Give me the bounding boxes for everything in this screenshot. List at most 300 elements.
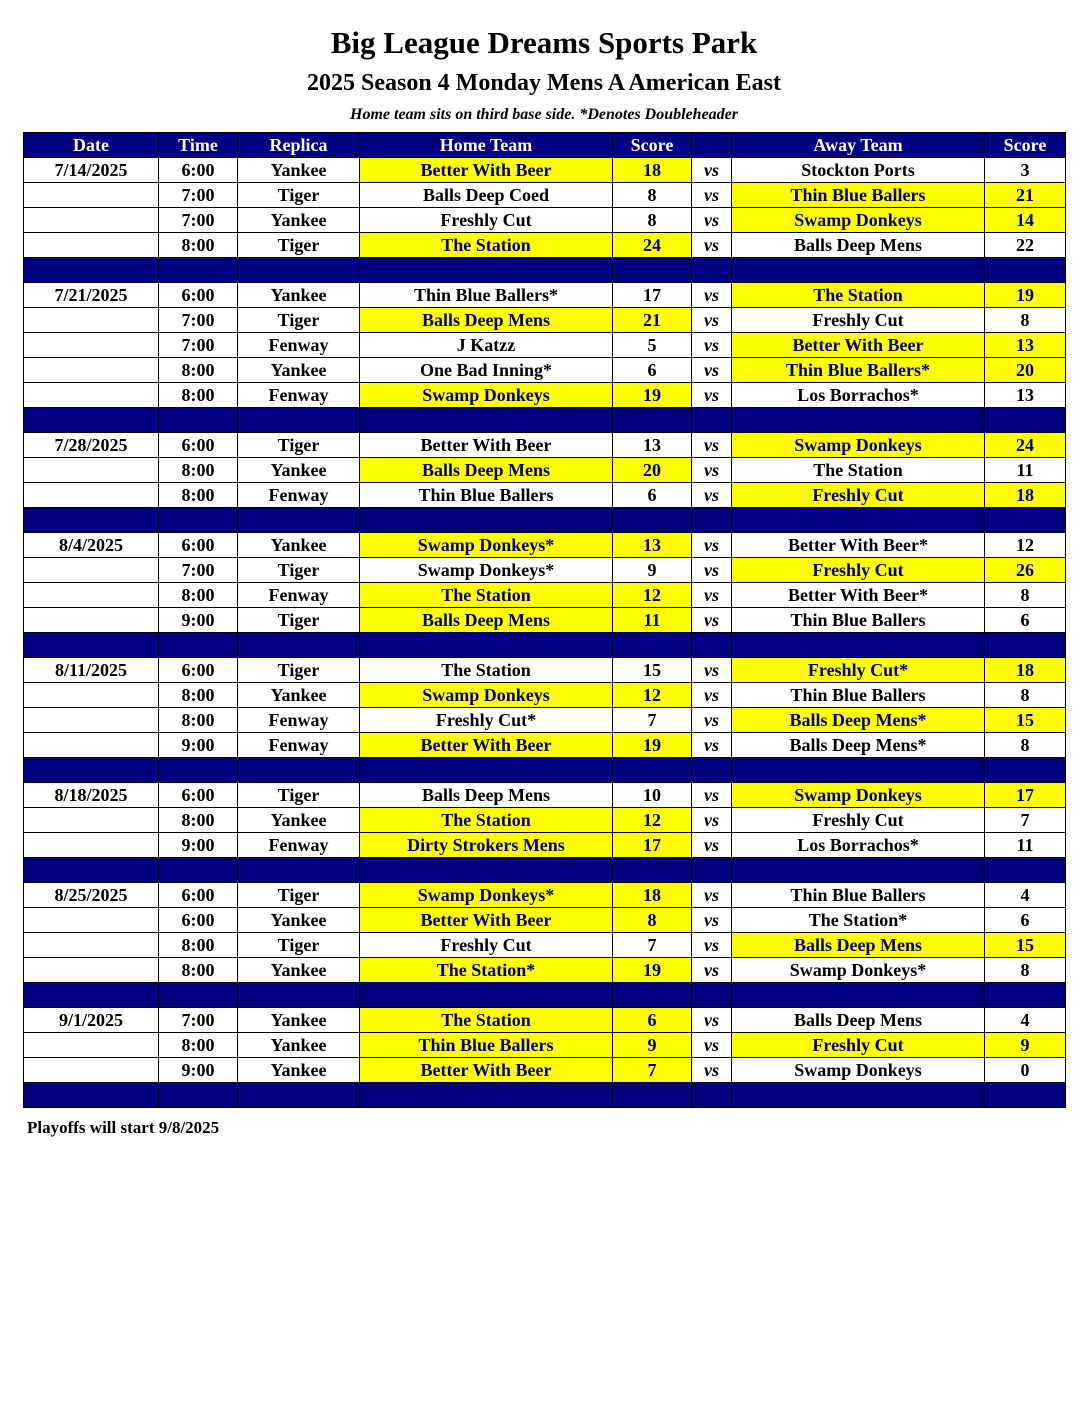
replica-cell: Tiger bbox=[238, 883, 360, 908]
table-row bbox=[24, 208, 1066, 233]
home-team-cell: The Station bbox=[360, 583, 613, 608]
separator-cell bbox=[732, 633, 985, 658]
date-cell bbox=[24, 608, 159, 633]
column-header-vs bbox=[692, 133, 732, 158]
away-team-cell: Better With Beer* bbox=[732, 583, 985, 608]
home-team-cell: Balls Deep Coed bbox=[360, 183, 613, 208]
away-score-cell: 11 bbox=[985, 833, 1066, 858]
home-score-cell: 18 bbox=[613, 158, 692, 183]
away-team-cell: Better With Beer* bbox=[732, 533, 985, 558]
home-team-cell: Swamp Donkeys* bbox=[360, 533, 613, 558]
home-team-cell: Swamp Donkeys* bbox=[360, 883, 613, 908]
vs-cell: vs bbox=[692, 883, 732, 908]
away-score-cell: 8 bbox=[985, 683, 1066, 708]
away-team-cell: Thin Blue Ballers bbox=[732, 883, 985, 908]
date-cell: 7/21/2025 bbox=[24, 283, 159, 308]
home-score-cell: 19 bbox=[613, 733, 692, 758]
separator-cell bbox=[159, 983, 238, 1008]
date-cell bbox=[24, 833, 159, 858]
away-team-cell: Freshly Cut bbox=[732, 1033, 985, 1058]
date-cell: 9/1/2025 bbox=[24, 1008, 159, 1033]
away-score-cell: 4 bbox=[985, 1008, 1066, 1033]
separator-cell bbox=[985, 858, 1066, 883]
table-row bbox=[24, 308, 1066, 333]
away-score-cell: 18 bbox=[985, 658, 1066, 683]
replica-cell: Yankee bbox=[238, 458, 360, 483]
time-cell: 8:00 bbox=[159, 683, 238, 708]
separator-cell bbox=[692, 758, 732, 783]
time-cell: 8:00 bbox=[159, 383, 238, 408]
separator-cell bbox=[732, 1083, 985, 1108]
away-team-cell: Los Borrachos* bbox=[732, 833, 985, 858]
away-team-cell: Balls Deep Mens bbox=[732, 233, 985, 258]
separator-cell bbox=[238, 983, 360, 1008]
away-score-cell: 18 bbox=[985, 483, 1066, 508]
away-team-cell: Thin Blue Ballers bbox=[732, 183, 985, 208]
away-team-cell: Stockton Ports bbox=[732, 158, 985, 183]
separator-cell bbox=[159, 408, 238, 433]
separator-cell bbox=[613, 1083, 692, 1108]
home-score-cell: 17 bbox=[613, 833, 692, 858]
replica-cell: Tiger bbox=[238, 308, 360, 333]
table-row bbox=[24, 933, 1066, 958]
away-score-cell: 12 bbox=[985, 533, 1066, 558]
away-team-cell: The Station* bbox=[732, 908, 985, 933]
replica-cell: Fenway bbox=[238, 483, 360, 508]
home-score-cell: 13 bbox=[613, 533, 692, 558]
separator-cell bbox=[985, 508, 1066, 533]
column-header-home-score: Score bbox=[613, 133, 692, 158]
replica-cell: Yankee bbox=[238, 1058, 360, 1083]
vs-cell: vs bbox=[692, 308, 732, 333]
vs-cell: vs bbox=[692, 358, 732, 383]
separator-cell bbox=[732, 408, 985, 433]
away-team-cell: Swamp Donkeys bbox=[732, 433, 985, 458]
time-cell: 8:00 bbox=[159, 358, 238, 383]
header-row bbox=[24, 133, 1066, 158]
schedule-table bbox=[23, 132, 1066, 1108]
replica-cell: Fenway bbox=[238, 333, 360, 358]
separator-cell bbox=[24, 408, 159, 433]
separator-cell bbox=[692, 633, 732, 658]
away-team-cell: The Station bbox=[732, 458, 985, 483]
replica-cell: Tiger bbox=[238, 233, 360, 258]
week-separator-row bbox=[24, 983, 1066, 1008]
home-team-cell: Dirty Strokers Mens bbox=[360, 833, 613, 858]
home-score-cell: 7 bbox=[613, 708, 692, 733]
home-team-cell: Better With Beer bbox=[360, 908, 613, 933]
table-row bbox=[24, 483, 1066, 508]
away-score-cell: 0 bbox=[985, 1058, 1066, 1083]
home-team-cell: Swamp Donkeys* bbox=[360, 558, 613, 583]
time-cell: 9:00 bbox=[159, 608, 238, 633]
date-cell bbox=[24, 183, 159, 208]
separator-cell bbox=[159, 508, 238, 533]
separator-cell bbox=[159, 258, 238, 283]
replica-cell: Fenway bbox=[238, 583, 360, 608]
separator-cell bbox=[613, 858, 692, 883]
vs-cell: vs bbox=[692, 533, 732, 558]
away-team-cell: Swamp Donkeys bbox=[732, 208, 985, 233]
table-row bbox=[24, 683, 1066, 708]
replica-cell: Tiger bbox=[238, 183, 360, 208]
away-score-cell: 17 bbox=[985, 783, 1066, 808]
separator-cell bbox=[985, 408, 1066, 433]
vs-cell: vs bbox=[692, 483, 732, 508]
week-separator-row bbox=[24, 633, 1066, 658]
column-header-away-team: Away Team bbox=[732, 133, 985, 158]
home-score-cell: 8 bbox=[613, 183, 692, 208]
separator-cell bbox=[24, 633, 159, 658]
table-row bbox=[24, 1008, 1066, 1033]
away-team-cell: Better With Beer bbox=[732, 333, 985, 358]
separator-cell bbox=[732, 508, 985, 533]
vs-cell: vs bbox=[692, 733, 732, 758]
replica-cell: Yankee bbox=[238, 358, 360, 383]
away-score-cell: 14 bbox=[985, 208, 1066, 233]
replica-cell: Fenway bbox=[238, 733, 360, 758]
away-score-cell: 13 bbox=[985, 383, 1066, 408]
date-cell bbox=[24, 383, 159, 408]
home-team-cell: Balls Deep Mens bbox=[360, 308, 613, 333]
table-row bbox=[24, 808, 1066, 833]
separator-cell bbox=[159, 858, 238, 883]
home-score-cell: 7 bbox=[613, 1058, 692, 1083]
separator-cell bbox=[159, 758, 238, 783]
table-row bbox=[24, 433, 1066, 458]
replica-cell: Fenway bbox=[238, 708, 360, 733]
away-score-cell: 9 bbox=[985, 1033, 1066, 1058]
separator-cell bbox=[24, 258, 159, 283]
column-header-away-score: Score bbox=[985, 133, 1066, 158]
home-score-cell: 13 bbox=[613, 433, 692, 458]
separator-cell bbox=[238, 508, 360, 533]
time-cell: 8:00 bbox=[159, 808, 238, 833]
time-cell: 6:00 bbox=[159, 883, 238, 908]
away-score-cell: 21 bbox=[985, 183, 1066, 208]
separator-cell bbox=[613, 758, 692, 783]
date-cell bbox=[24, 208, 159, 233]
vs-cell: vs bbox=[692, 433, 732, 458]
time-cell: 8:00 bbox=[159, 1033, 238, 1058]
home-team-cell: Swamp Donkeys bbox=[360, 683, 613, 708]
vs-cell: vs bbox=[692, 1008, 732, 1033]
away-team-cell: Thin Blue Ballers* bbox=[732, 358, 985, 383]
home-team-cell: Thin Blue Ballers bbox=[360, 483, 613, 508]
separator-cell bbox=[24, 508, 159, 533]
date-cell: 8/18/2025 bbox=[24, 783, 159, 808]
home-score-cell: 12 bbox=[613, 683, 692, 708]
separator-cell bbox=[360, 258, 613, 283]
time-cell: 7:00 bbox=[159, 1008, 238, 1033]
separator-cell bbox=[613, 408, 692, 433]
away-score-cell: 11 bbox=[985, 458, 1066, 483]
playoffs-note: Playoffs will start 9/8/2025 bbox=[27, 1118, 220, 1137]
away-score-cell: 24 bbox=[985, 433, 1066, 458]
away-team-cell: Thin Blue Ballers bbox=[732, 608, 985, 633]
vs-cell: vs bbox=[692, 558, 732, 583]
home-team-cell: Thin Blue Ballers bbox=[360, 1033, 613, 1058]
separator-cell bbox=[238, 408, 360, 433]
vs-cell: vs bbox=[692, 283, 732, 308]
separator-cell bbox=[732, 258, 985, 283]
date-cell bbox=[24, 958, 159, 983]
separator-cell bbox=[238, 258, 360, 283]
away-score-cell: 22 bbox=[985, 233, 1066, 258]
vs-cell: vs bbox=[692, 833, 732, 858]
vs-cell: vs bbox=[692, 1033, 732, 1058]
date-cell bbox=[24, 1033, 159, 1058]
away-team-cell: Balls Deep Mens* bbox=[732, 733, 985, 758]
date-cell bbox=[24, 483, 159, 508]
away-score-cell: 8 bbox=[985, 733, 1066, 758]
replica-cell: Yankee bbox=[238, 533, 360, 558]
away-score-cell: 26 bbox=[985, 558, 1066, 583]
date-cell: 7/14/2025 bbox=[24, 158, 159, 183]
week-separator-row bbox=[24, 508, 1066, 533]
home-score-cell: 7 bbox=[613, 933, 692, 958]
separator-cell bbox=[360, 633, 613, 658]
date-cell bbox=[24, 1058, 159, 1083]
date-cell bbox=[24, 708, 159, 733]
separator-cell bbox=[692, 408, 732, 433]
date-cell bbox=[24, 683, 159, 708]
time-cell: 8:00 bbox=[159, 583, 238, 608]
table-row bbox=[24, 383, 1066, 408]
week-separator-row bbox=[24, 1083, 1066, 1108]
away-team-cell: Thin Blue Ballers bbox=[732, 683, 985, 708]
replica-cell: Yankee bbox=[238, 158, 360, 183]
date-cell bbox=[24, 933, 159, 958]
separator-cell bbox=[732, 858, 985, 883]
separator-cell bbox=[732, 983, 985, 1008]
column-header-date: Date bbox=[24, 133, 159, 158]
separator-cell bbox=[732, 758, 985, 783]
away-score-cell: 7 bbox=[985, 808, 1066, 833]
home-score-cell: 15 bbox=[613, 658, 692, 683]
home-team-cell: Better With Beer bbox=[360, 1058, 613, 1083]
separator-cell bbox=[360, 983, 613, 1008]
time-cell: 8:00 bbox=[159, 958, 238, 983]
column-header-home-team: Home Team bbox=[360, 133, 613, 158]
away-team-cell: Freshly Cut bbox=[732, 808, 985, 833]
table-row bbox=[24, 283, 1066, 308]
time-cell: 9:00 bbox=[159, 733, 238, 758]
vs-cell: vs bbox=[692, 333, 732, 358]
separator-cell bbox=[238, 1083, 360, 1108]
replica-cell: Tiger bbox=[238, 433, 360, 458]
schedule-body bbox=[24, 158, 1066, 1108]
time-cell: 6:00 bbox=[159, 783, 238, 808]
separator-cell bbox=[159, 633, 238, 658]
away-team-cell: Swamp Donkeys bbox=[732, 783, 985, 808]
away-team-cell: Freshly Cut* bbox=[732, 658, 985, 683]
separator-cell bbox=[360, 508, 613, 533]
home-team-cell: Better With Beer bbox=[360, 733, 613, 758]
date-cell bbox=[24, 808, 159, 833]
week-separator-row bbox=[24, 858, 1066, 883]
away-score-cell: 13 bbox=[985, 333, 1066, 358]
home-team-cell: Thin Blue Ballers* bbox=[360, 283, 613, 308]
home-score-cell: 9 bbox=[613, 558, 692, 583]
away-score-cell: 6 bbox=[985, 608, 1066, 633]
table-row bbox=[24, 583, 1066, 608]
time-cell: 8:00 bbox=[159, 708, 238, 733]
vs-cell: vs bbox=[692, 708, 732, 733]
home-score-cell: 19 bbox=[613, 383, 692, 408]
vs-cell: vs bbox=[692, 608, 732, 633]
home-team-cell: Balls Deep Mens bbox=[360, 783, 613, 808]
table-row bbox=[24, 883, 1066, 908]
away-team-cell: Freshly Cut bbox=[732, 558, 985, 583]
vs-cell: vs bbox=[692, 158, 732, 183]
away-score-cell: 15 bbox=[985, 708, 1066, 733]
separator-cell bbox=[360, 1083, 613, 1108]
time-cell: 7:00 bbox=[159, 183, 238, 208]
vs-cell: vs bbox=[692, 933, 732, 958]
date-cell bbox=[24, 733, 159, 758]
vs-cell: vs bbox=[692, 958, 732, 983]
vs-cell: vs bbox=[692, 1058, 732, 1083]
home-score-cell: 6 bbox=[613, 358, 692, 383]
separator-cell bbox=[24, 758, 159, 783]
home-score-cell: 20 bbox=[613, 458, 692, 483]
separator-cell bbox=[159, 1083, 238, 1108]
home-team-cell: J Katzz bbox=[360, 333, 613, 358]
vs-cell: vs bbox=[692, 458, 732, 483]
away-team-cell: Swamp Donkeys bbox=[732, 1058, 985, 1083]
vs-cell: vs bbox=[692, 208, 732, 233]
away-team-cell: Swamp Donkeys* bbox=[732, 958, 985, 983]
table-row bbox=[24, 733, 1066, 758]
home-score-cell: 9 bbox=[613, 1033, 692, 1058]
replica-cell: Tiger bbox=[238, 658, 360, 683]
away-score-cell: 8 bbox=[985, 958, 1066, 983]
replica-cell: Yankee bbox=[238, 208, 360, 233]
vs-cell: vs bbox=[692, 808, 732, 833]
away-team-cell: Balls Deep Mens* bbox=[732, 708, 985, 733]
date-cell bbox=[24, 908, 159, 933]
home-team-cell: The Station* bbox=[360, 958, 613, 983]
time-cell: 6:00 bbox=[159, 533, 238, 558]
date-cell: 7/28/2025 bbox=[24, 433, 159, 458]
separator-cell bbox=[692, 1083, 732, 1108]
replica-cell: Tiger bbox=[238, 933, 360, 958]
date-cell: 8/4/2025 bbox=[24, 533, 159, 558]
home-score-cell: 6 bbox=[613, 1008, 692, 1033]
time-cell: 7:00 bbox=[159, 208, 238, 233]
home-score-cell: 24 bbox=[613, 233, 692, 258]
home-team-cell: Better With Beer bbox=[360, 433, 613, 458]
separator-cell bbox=[692, 858, 732, 883]
replica-cell: Tiger bbox=[238, 558, 360, 583]
date-cell bbox=[24, 333, 159, 358]
date-cell bbox=[24, 558, 159, 583]
home-team-cell: Balls Deep Mens bbox=[360, 458, 613, 483]
page-subtitle: 2025 Season 4 Monday Mens A American East bbox=[306, 70, 782, 96]
table-row bbox=[24, 608, 1066, 633]
table-row bbox=[24, 158, 1066, 183]
separator-cell bbox=[613, 983, 692, 1008]
separator-cell bbox=[360, 408, 613, 433]
away-team-cell: The Station bbox=[732, 283, 985, 308]
separator-cell bbox=[613, 633, 692, 658]
vs-cell: vs bbox=[692, 783, 732, 808]
date-cell bbox=[24, 458, 159, 483]
table-row bbox=[24, 658, 1066, 683]
time-cell: 7:00 bbox=[159, 558, 238, 583]
replica-cell: Yankee bbox=[238, 808, 360, 833]
home-team-cell: Swamp Donkeys bbox=[360, 383, 613, 408]
table-row bbox=[24, 908, 1066, 933]
vs-cell: vs bbox=[692, 683, 732, 708]
table-row bbox=[24, 1058, 1066, 1083]
table-row bbox=[24, 558, 1066, 583]
separator-cell bbox=[360, 758, 613, 783]
home-team-cell: Freshly Cut* bbox=[360, 708, 613, 733]
home-score-cell: 21 bbox=[613, 308, 692, 333]
date-cell: 8/25/2025 bbox=[24, 883, 159, 908]
away-team-cell: Balls Deep Mens bbox=[732, 933, 985, 958]
time-cell: 6:00 bbox=[159, 158, 238, 183]
time-cell: 6:00 bbox=[159, 908, 238, 933]
vs-cell: vs bbox=[692, 383, 732, 408]
table-row bbox=[24, 533, 1066, 558]
time-cell: 6:00 bbox=[159, 433, 238, 458]
table-row bbox=[24, 233, 1066, 258]
home-team-cell: Freshly Cut bbox=[360, 208, 613, 233]
away-team-cell: Balls Deep Mens bbox=[732, 1008, 985, 1033]
replica-cell: Fenway bbox=[238, 833, 360, 858]
home-score-cell: 11 bbox=[613, 608, 692, 633]
home-score-cell: 12 bbox=[613, 583, 692, 608]
column-header-replica: Replica bbox=[238, 133, 360, 158]
time-cell: 8:00 bbox=[159, 483, 238, 508]
home-score-cell: 6 bbox=[613, 483, 692, 508]
table-row bbox=[24, 833, 1066, 858]
vs-cell: vs bbox=[692, 233, 732, 258]
header-note: Home team sits on third base side. *Denotes Doubleheader bbox=[350, 106, 738, 123]
table-row bbox=[24, 708, 1066, 733]
home-score-cell: 8 bbox=[613, 208, 692, 233]
separator-cell bbox=[238, 758, 360, 783]
time-cell: 9:00 bbox=[159, 833, 238, 858]
replica-cell: Tiger bbox=[238, 783, 360, 808]
home-score-cell: 17 bbox=[613, 283, 692, 308]
separator-cell bbox=[24, 858, 159, 883]
column-header-time: Time bbox=[159, 133, 238, 158]
away-score-cell: 20 bbox=[985, 358, 1066, 383]
date-cell bbox=[24, 308, 159, 333]
table-row bbox=[24, 183, 1066, 208]
home-team-cell: The Station bbox=[360, 1008, 613, 1033]
replica-cell: Fenway bbox=[238, 383, 360, 408]
separator-cell bbox=[692, 983, 732, 1008]
home-score-cell: 19 bbox=[613, 958, 692, 983]
date-cell bbox=[24, 233, 159, 258]
away-score-cell: 15 bbox=[985, 933, 1066, 958]
separator-cell bbox=[985, 633, 1066, 658]
time-cell: 7:00 bbox=[159, 333, 238, 358]
time-cell: 7:00 bbox=[159, 308, 238, 333]
week-separator-row bbox=[24, 758, 1066, 783]
vs-cell: vs bbox=[692, 908, 732, 933]
separator-cell bbox=[985, 1083, 1066, 1108]
home-team-cell: Balls Deep Mens bbox=[360, 608, 613, 633]
time-cell: 8:00 bbox=[159, 233, 238, 258]
table-row bbox=[24, 458, 1066, 483]
home-score-cell: 18 bbox=[613, 883, 692, 908]
